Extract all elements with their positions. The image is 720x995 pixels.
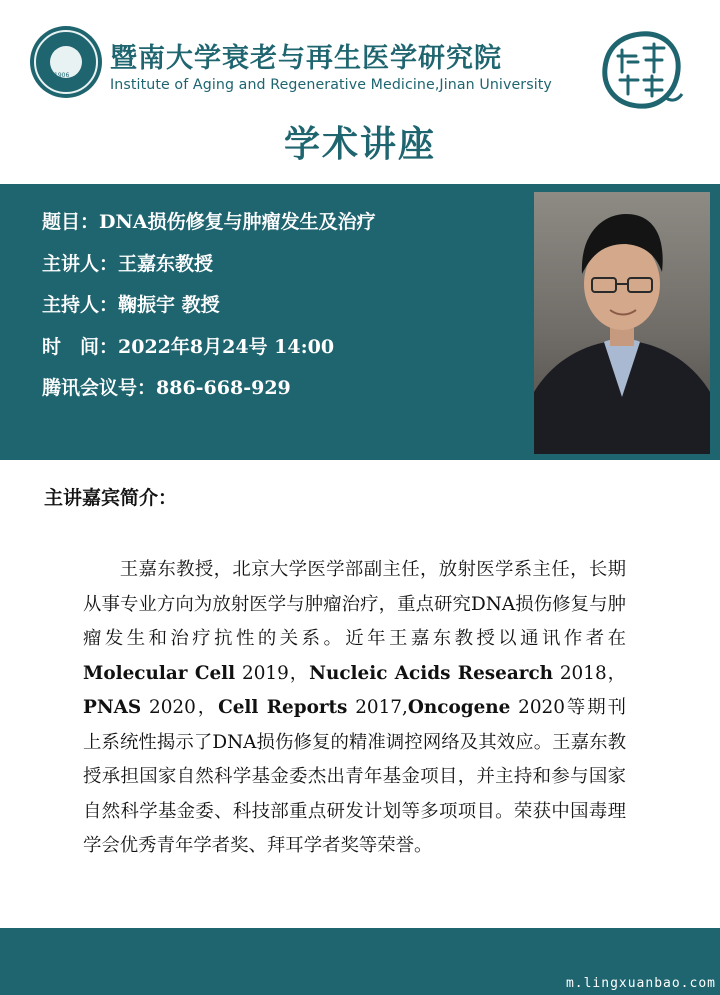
time-label: 时 间：: [42, 335, 119, 358]
meeting-row: [42, 375, 376, 417]
bio-text-2: 2020等期刊上系统性揭示了DNA损伤修复的精准调控网络及其效应。王嘉东教授承担国家自然科学基金委杰出青年基金项目，并主持和参与国家自然科学基金委、科技部重点研发计划等多项项目。荣获中国毒理学会优秀青年学者奖、拜耳学者奖等荣誉。: [83, 697, 626, 857]
journal-nucleic-acids-research: Nucleic Acids Research: [309, 662, 554, 684]
speaker-value: 王嘉东教授: [118, 252, 214, 275]
header: [0, 0, 720, 112]
meeting-id: 886-668-929: [156, 377, 291, 399]
calligraphy-seal-icon: [598, 28, 684, 112]
time-value: 2022年8月24号 14:00: [118, 335, 335, 358]
institute-name-en: Institute of Aging and Regenerative Medicine,Jinan University: [110, 77, 552, 93]
topic-value: DNA损伤修复与肿瘤发生及治疗: [99, 211, 376, 233]
bio-paragraph: [83, 553, 626, 864]
journal-molecular-cell: Molecular Cell: [83, 662, 236, 684]
meeting-label: 腾讯会议号：: [42, 377, 157, 399]
watermark: m.lingxuanbao.com: [565, 976, 716, 991]
lecture-title: 学术讲座: [283, 124, 436, 165]
host-value: 鞠振宇 教授: [118, 294, 220, 316]
year-2: 2018，: [553, 662, 627, 684]
bio-text-1: 王嘉东教授，北京大学医学部副主任，放射医学系主任，长期从事专业方向为放射医学与肿瘤治疗，重点研究DNA损伤修复与肿瘤发生和治疗抗性的关系。近年王嘉东教授以通讯作者在: [83, 559, 626, 650]
topic-row: [42, 209, 376, 251]
host-label: 主持人：: [42, 294, 119, 316]
year-3: 2020，: [141, 697, 219, 719]
institute-name-cn: 暨南大学衰老与再生医学研究院: [110, 43, 502, 74]
university-seal-icon: [30, 26, 102, 98]
speaker-label: 主讲人：: [42, 252, 119, 275]
time-row: [42, 334, 376, 376]
bio-heading: 主讲嘉宾简介：: [44, 487, 178, 509]
seal-year: 1906: [54, 72, 70, 79]
journal-cell-reports: Cell Reports: [218, 697, 348, 719]
year-4: 2017,: [347, 697, 408, 719]
speaker-row: [42, 251, 376, 293]
topic-label: 题目：: [42, 211, 100, 233]
host-row: [42, 292, 376, 334]
journal-pnas: PNAS: [83, 697, 142, 719]
journal-oncogene: Oncogene: [407, 697, 511, 719]
lecture-info: [42, 209, 376, 417]
footer-band: [0, 928, 720, 995]
year-1: 2019，: [235, 662, 310, 684]
speaker-photo: [534, 192, 710, 454]
